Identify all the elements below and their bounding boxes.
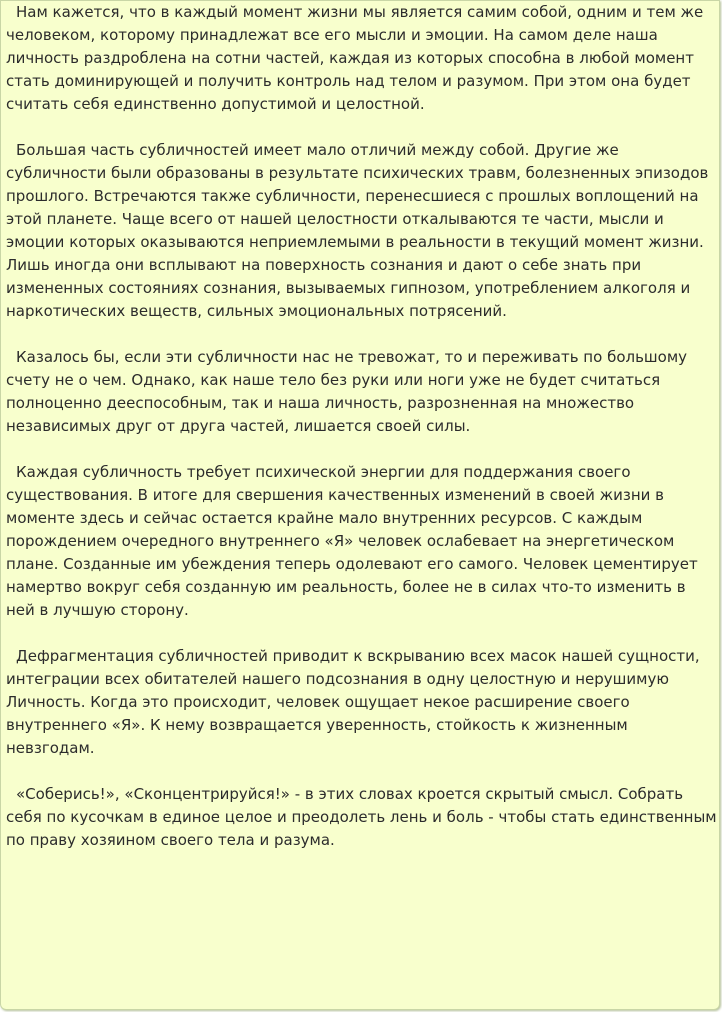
paragraph-3: Казалось бы, если эти субличности нас не тревожат, то и переживать по большому счету не о чем. Однако, как наше тело без руки или ноги уже не будет считаться полноценно дееспособным, так и наша личность, разрозненная на множество независимых друг от друга частей, лишается своей силы. [6, 348, 688, 435]
paragraph-5: Дефрагментация субличностей приводит к вскрыванию всех масок нашей сущности, интеграции всех обитателей нашего подсознания в одну целостную и нерушимую Личность. Когда это происходит, человек ощущает некое расширение своего внутреннего «Я». К нему возвращается уверенность, стойкость к жизненным невзгодам. [6, 647, 700, 757]
paragraph-6: «Соберись!», «Сконцентрируйся!» - в этих словах кроется скрытый смысл. Собрать себя по кусочкам в единое целое и преодолеть лень и боль - чтобы стать единственным по праву хозяином своего тела и разума. [6, 785, 717, 849]
paragraph-4: Каждая субличность требует психической энергии для поддержания своего существования. В итоге для свершения качественных изменений в своей жизни в моменте здесь и сейчас остается крайне мало внутренних ресурсов. С каждым порождением очередного внутреннего «Я» человек ослабевает на энергетическом плане. Созданные им убеждения теперь одолевают его самого. Человек цементирует намертво вокруг себя созданную им реальность, более не в силах что-то изменить в ней в лучшую сторону. [6, 463, 698, 619]
article-body [6, 1, 718, 875]
paragraph-2: Большая часть субличностей имеет мало отличий между собой. Другие же субличности были образованы в результате психических травм, болезненных эпизодов прошлого. Встречаются также субличности, перенесшиеся с прошлых воплощений на этой планете. Чаще всего от нашей целостности откалываются те части, мысли и эмоции которых оказываются неприемлемыми в реальности в текущий момент жизни. Лишь иногда они всплывают на поверхность сознания и дают о себе знать при измененных состояниях сознания, вызываемых гипнозом, употреблением алкоголя и наркотических веществ, сильных эмоциональных потрясений. [6, 141, 709, 320]
paragraph-1: Нам кажется, что в каждый момент жизни мы является самим собой, одним и тем же человеком, которому принадлежат все его мысли и эмоции. На самом деле наша личность раздроблена на сотни частей, каждая из которых способна в любой момент стать доминирующей и получить контроль над телом и разумом. При этом она будет считать себя единственно допустимой и целостной. [6, 3, 704, 113]
